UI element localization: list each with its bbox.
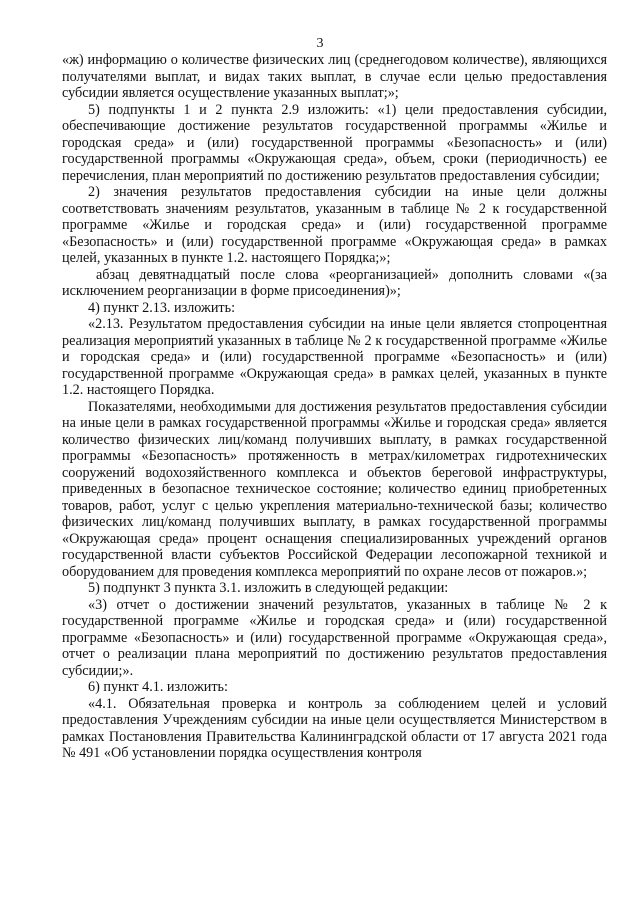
paragraph-4: абзац девятнадцатый после слова «реорганизацией» дополнить словами «(за исключением реорганизации в форме присоединения)»; — [62, 266, 607, 299]
paragraph-9: «3) отчет о достижении значений результатов, указанных в таблице № 2 к государственной программе «Жилье и городская среда» и (или) государственной программе «Безопасность» и (или) государственной программе «Окружающая среда», отчет о реализации плана мероприятий по достижению результатов предоставления субсидии;». — [62, 596, 607, 679]
paragraph-8: 5) подпункт 3 пункта 3.1. изложить в следующей редакции: — [88, 580, 449, 596]
paragraph-6: «2.13. Результатом предоставления субсидии на иные цели является стопроцентная реализация мероприятий указанных в таблице № 2 к государственной программе «Жилье и городская среда» и (или) государственной программе «Безопасность» и (или) государственной программе «Окружающая среда» в рамках целей, указанных в пункте 1.2. настоящего Порядка. — [62, 316, 607, 398]
paragraph-1: «ж) информацию о количестве физических лиц (среднегодовом количестве), являющихся получателями выплат, и видах таких выплат, в случае если целью предоставления субсидии является осуществление указанных выплат;»; — [62, 52, 607, 101]
page-number: 3 — [316, 36, 324, 51]
document-body — [62, 52, 607, 762]
paragraph-11: «4.1. Обязательная проверка и контроль за соблюдением целей и условий предоставления Учреждениям субсидии на иные цели осуществляется Министерством в рамках Постановления Правительства Калининградской области от 17 августа 2021 года № 491 «Об установлении порядка осуществления контроля — [62, 695, 607, 761]
paragraph-2: 5) подпункты 1 и 2 пункта 2.9 изложить: «1) цели предоставления субсидии, обеспечивающие достижение результатов государственной программы «Жилье и городская среда» и (или) государственной программы «Безопасность» и (или) государственной программы «Окружающая среда», объем, сроки (периодичность) ее перечисления, план мероприятий по достижению результатов предоставления субсидии; — [62, 101, 607, 184]
paragraph-7: Показателями, необходимыми для достижения результатов предоставления субсидии на иные цели в рамках государственной программы «Жилье и городская среда» является количество физических лиц/команд получивших выплату, в рамках государственной программы «Безопасность» протяженность в метрах/километрах гидротехнических сооружений водохозяйственного комплекса и объектов береговой инфраструктуры, приведенных в безопасное техническое состояние; количество единиц приобретенных товаров, работ, услуг с целью укрепления материально-технической базы; количество физических лиц/команд получивших выплату, в рамках государственной программы «Окружающая среда» процент оснащения специализированных учреждений органов государственной власти субъектов Российской Федерации лесопожарной техникой и оборудованием для проведения комплекса мероприятий по охране лесов от пожаров.»; — [62, 398, 607, 580]
paragraph-5: 4) пункт 2.13. изложить: — [88, 299, 236, 316]
paragraph-3: 2) значения результатов предоставления субсидии на иные цели должны соответствовать значениям результатов, указанным в таблице № 2 к государственной программе «Жилье и городская среда» и (или) государственной программе «Безопасность» и (или) государственной программе «Окружающая среда» в рамках целей, указанных в пункте 1.2. настоящего Порядка;»; — [62, 184, 607, 266]
paragraph-10: 6) пункт 4.1. изложить: — [88, 679, 228, 695]
